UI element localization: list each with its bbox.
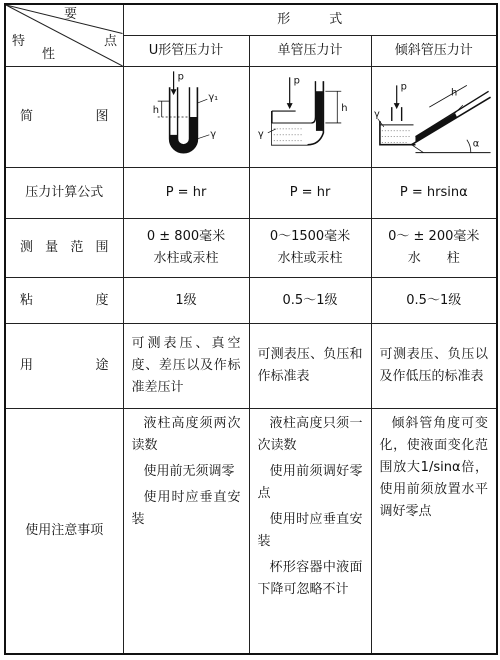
accuracy-u-tube: 1级 [123,278,249,324]
formula-single-tube: P = hr [249,168,371,219]
notes-single-tube-item: 杯形容器中液面下降可忽略不计 [257,560,363,597]
accuracy-inclined-tube: 0.5～1级 [371,278,497,324]
single-tube-diagram [249,67,371,168]
notes-single-tube-item: 液柱高度只须一次读数 [257,416,363,453]
form-group-header: 形 式 [123,4,497,36]
type-header-inclined-tube: 倾斜管压力计 [371,36,497,67]
notes-u-tube [123,409,249,655]
accuracy-single-tube: 0.5～1级 [249,278,371,324]
notes-single-tube-item: 使用前须调好零点 [257,464,363,501]
notes-u-tube-item: 使用前无须调零 [143,464,235,479]
row-label-accuracy: 粘 度 [5,278,123,324]
inclined-tube-drawing [372,67,497,167]
range-u-tube [123,219,249,278]
corner-header-cell [5,4,123,67]
corner-label-xing: 性 [42,47,56,62]
range-single-tube-line1: 0～1500毫米 [269,229,351,244]
single-tube-drawing [250,67,371,167]
range-single-tube [249,219,371,278]
row-label-notes: 使用注意事项 [5,409,123,655]
single-tube-label-p: p [293,75,300,87]
range-u-tube-line1: 0 ± 800毫米 [146,229,226,244]
type-header-u-tube: U形管压力计 [123,36,249,67]
corner-label-te: 特 [12,34,26,49]
inclined-tube-label-h: h [450,87,457,99]
type-header-single-tube: 单管压力计 [249,36,371,67]
use-inclined-tube: 可测表压、负压以及作低压的标准表 [371,324,497,409]
row-label-range: 测量范围 [5,219,123,278]
use-u-tube: 可测表压、真空度、差压以及作标准差压计 [123,324,249,409]
notes-u-tube-item: 使用时应垂直安装 [131,490,241,527]
notes-inclined-tube-item: 倾斜管角度可变化，使液面变化范围放大1/sinα倍，使用前须放置水平调好零点 [379,416,488,519]
range-u-tube-line2: 水柱或汞柱 [153,251,219,266]
formula-inclined-tube: P = hrsinα [371,168,497,219]
inclined-tube-label-alpha: α [472,138,479,150]
notes-single-tube-item: 使用时应垂直安装 [257,512,363,549]
range-single-tube-line2: 水柱或汞柱 [277,251,343,266]
u-tube-label-h: h [152,105,159,117]
u-tube-diagram [123,67,249,168]
notes-u-tube-item: 液柱高度须两次读数 [131,416,241,453]
notes-single-tube [249,409,371,655]
manometer-comparison-table [4,3,498,655]
u-tube-label-gamma: γ [209,128,216,140]
inclined-tube-diagram [371,67,497,168]
corner-label-dian: 点 [104,34,118,49]
u-tube-label-p: p [177,71,184,83]
row-label-use: 用 途 [5,324,123,409]
range-inclined-tube [371,219,497,278]
row-label-diagram: 简 图 [5,67,123,168]
single-tube-label-gamma: γ [257,128,264,140]
inclined-tube-label-gamma: γ [373,109,380,120]
inclined-tube-label-p: p [400,81,407,93]
u-tube-label-gamma1: γ₁ [207,92,218,104]
formula-u-tube: P = hr [123,168,249,219]
u-tube-drawing [124,67,249,167]
range-inclined-tube-line1: 0～ ± 200毫米 [388,229,480,244]
corner-label-yao: 要 [64,7,78,22]
range-inclined-tube-line2: 水 柱 [407,251,460,266]
single-tube-label-h: h [340,103,348,115]
use-single-tube: 可测表压、负压和作标准表 [249,324,371,409]
row-label-formula: 压力计算公式 [5,168,123,219]
notes-inclined-tube [371,409,497,655]
